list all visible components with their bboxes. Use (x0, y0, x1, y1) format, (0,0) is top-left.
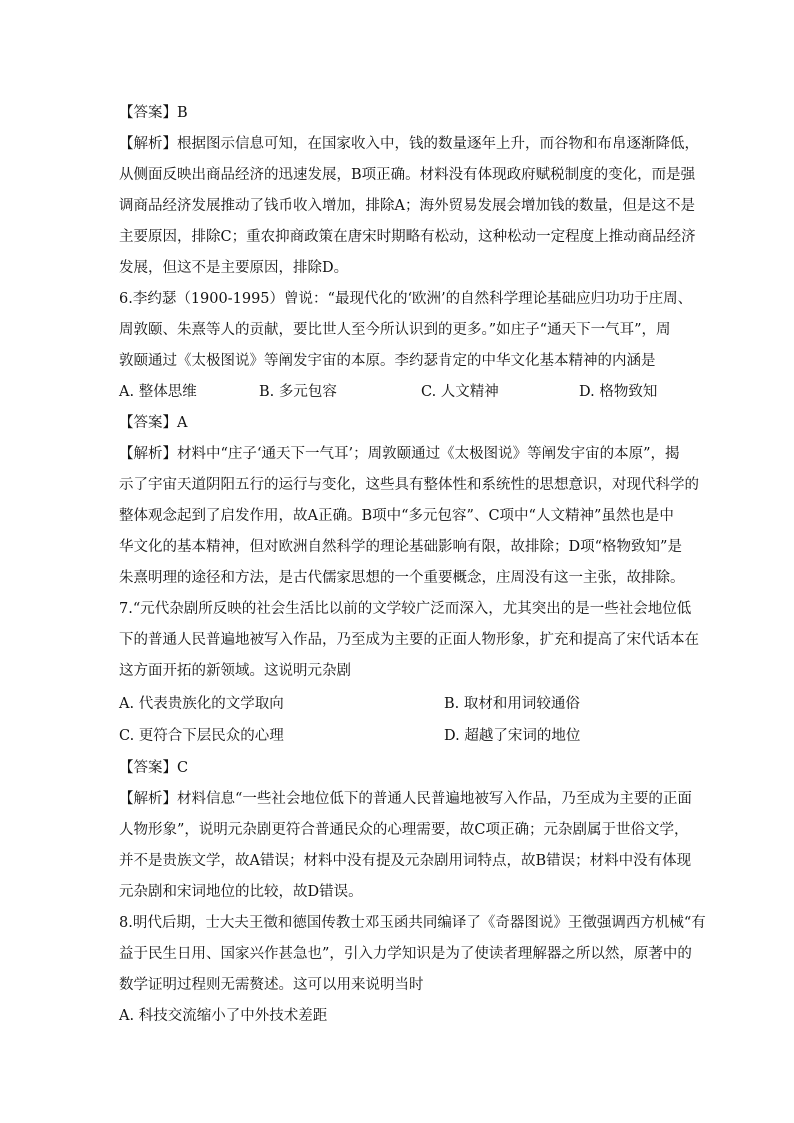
answer-q6: 【答案】A (119, 415, 188, 431)
question-7-stem-line: 7.“元代杂剧所反映的社会生活比以前的文学较广泛而深入，尤其突出的是一些社会地位低 (119, 601, 692, 617)
analysis-q5-line: 调商品经济发展推动了钱币收入增加，排除A；海外贸易发展会增加钱的数量，但是这不是 (119, 198, 695, 214)
analysis-q7-line: 【解析】材料信息“一些社会地位低下的普通人民普遍地被写入作品，乃至成为主要的正面 (119, 791, 692, 807)
analysis-q6-line: 整体观念起到了启发作用，故A正确。B项中“多元包容”、C项中“人文精神”虽然也是中 (119, 508, 674, 524)
question-7-option-b: B. 取材和用词较通俗 (444, 696, 580, 712)
analysis-q6-line: 朱熹明理的途径和方法，是古代儒家思想的一个重要概念，庄周没有这一主张，故排除。 (119, 570, 685, 586)
question-7-stem-line: 下的普通人民普遍地被写入作品，乃至成为主要的正面人物形象，扩充和提高了宋代话本在 (119, 632, 699, 648)
question-8-option-a: A. 科技交流缩小了中外技术差距 (119, 1008, 328, 1024)
question-7-stem-line: 这方面开拓的新领域。这说明元杂剧 (119, 663, 351, 679)
analysis-q5-line: 主要原因，排除C；重农抑商政策在唐宋时期略有松动，这种松动一定程度上推动商品经济 (119, 229, 696, 245)
question-6-option-a: A. 整体思维 (119, 384, 197, 400)
question-6-stem-line: 周敦颐、朱熹等人的贡献，要比世人至今所认识到的更多。”如庄子“通天下一气耳”，周 (119, 322, 671, 338)
question-6-stem-line: 6.李约瑟（1900-1995）曾说：“最现代化的‘欧洲’的自然科学理论基础应归功功于庄周、 (119, 291, 693, 307)
question-7-option-d: D. 超越了宋词的地位 (444, 728, 581, 744)
question-7-option-c: C. 更符合下层民众的心理 (119, 728, 284, 744)
answer-q5: 【答案】B (119, 105, 188, 121)
analysis-q7-line: 元杂剧和宋词地位的比较，故D错误。 (119, 884, 363, 900)
question-6-stem-line: 敦颐通过《太极图说》等阐发宇宙的本原。李约瑟肯定的中华文化基本精神的内涵是 (119, 353, 656, 369)
analysis-q6-line: 【解析】材料中“庄子‘通天下一气耳’；周敦颐通过《太极图说》等阐发宇宙的本原”，揭 (119, 446, 680, 462)
analysis-q7-line: 并不是贵族文学，故A错误；材料中没有提及元杂剧用词特点，故B错误；材料中没有体现 (119, 853, 692, 869)
analysis-q5-line: 发展，但这不是主要原因，排除D。 (119, 260, 349, 276)
question-7-option-a: A. 代表贵族化的文学取向 (119, 696, 284, 712)
analysis-q5-line: 【解析】根据图示信息可知，在国家收入中，钱的数量逐年上升，而谷物和布帛逐渐降低， (119, 136, 699, 152)
analysis-q6-line: 华文化的基本精神，但对欧洲自然科学的理论基础影响有限，故排除；D项“格物致知”是 (119, 539, 682, 555)
question-6-option-b: B. 多元包容 (259, 384, 337, 400)
question-6-option-c: C. 人文精神 (421, 384, 499, 400)
analysis-q6-line: 示了宇宙天道阴阳五行的运行与变化，这些具有整体性和系统性的思想意识，对现代科学的 (119, 477, 699, 493)
answer-q7: 【答案】C (119, 760, 189, 776)
question-8-stem-line: 8.明代后期，士大夫王徵和德国传教士邓玉函共同编译了《奇器图说》王徵强调西方机械“有 (119, 915, 706, 931)
question-8-stem-line: 益于民生日用、国家兴作甚急也”，引入力学知识是为了使读者理解器之所以然，原著中的 (119, 946, 692, 962)
analysis-q7-line: 人物形象”，说明元杂剧更符合普通民众的心理需要，故C项正确；元杂剧属于世俗文学， (119, 822, 689, 838)
question-6-option-d: D. 格物致知 (579, 384, 658, 400)
question-8-stem-line: 数学证明过程则无需赘述。这可以用来说明当时 (119, 977, 424, 993)
analysis-q5-line: 从侧面反映出商品经济的迅速发展，B项正确。材料没有体现政府赋税制度的变化，而是强 (119, 167, 696, 183)
